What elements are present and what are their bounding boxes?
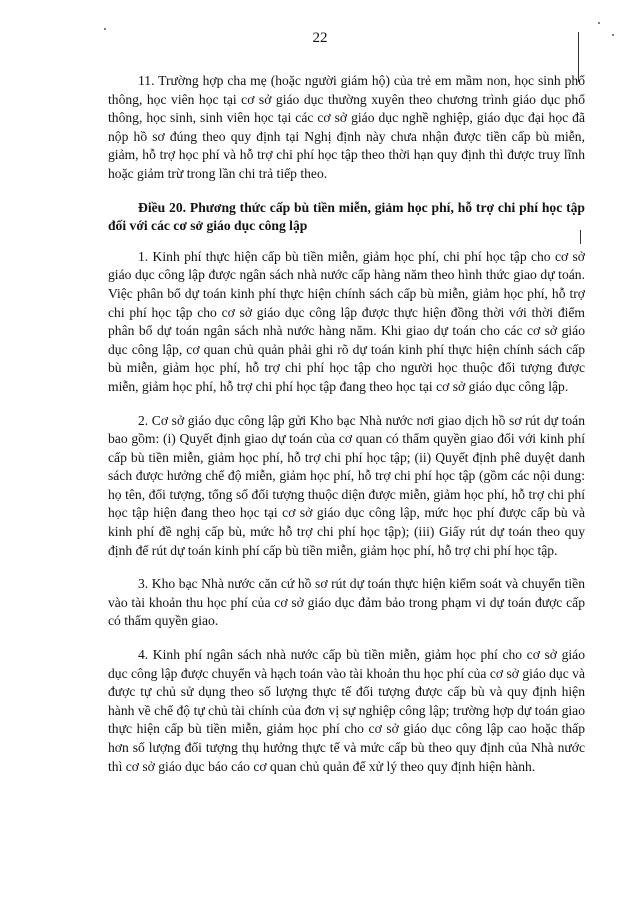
page-number: 22 <box>312 30 328 46</box>
scan-speck <box>598 22 600 24</box>
paragraph-11: 11. Trường hợp cha mẹ (hoặc người giám hộ) của trẻ em mầm non, học sinh phổ thông, học viên học tại cơ sở giáo dục thường xuyên theo chương trình giáo dục phổ thông, học sinh, sinh viên học tại các cơ sở giáo dục nghề nghiệp, giáo dục đại học đã nộp hồ sơ đúng theo quy định tại Nghị định này chưa nhận được tiền cấp bù miễn, giảm, hỗ trợ học phí và hỗ trợ chi phí học tập theo thời hạn quy định thì được truy lĩnh hoặc giảm trừ trong lần chi trả tiếp theo. <box>108 73 585 181</box>
document-body <box>108 72 585 776</box>
article-20-heading: Điều 20. Phương thức cấp bù tiền miễn, giảm học phí, hỗ trợ chi phí học tập đối với các cơ sở giáo dục công lập <box>108 199 585 234</box>
clause-1: 1. Kinh phí thực hiện cấp bù tiền miễn, giảm học phí, chi phí học tập cho cơ sở giáo dục công lập được ngân sách nhà nước cấp hàng năm theo hình thức giao dự toán. Việc phân bổ dự toán kinh phí thực hiện chính sách cấp bù miễn, giảm học phí, hỗ trợ chi phí học tập cho cơ sở giáo dục công lập được thực hiện đồng thời với thời điểm phân bổ dự toán ngân sách nhà nước hàng năm. Khi giao dự toán cho các cơ sở giáo dục công lập, cơ quan chủ quản phải ghi rõ dự toán kinh phí thực hiện chính sách cấp bù miễn, giảm học phí, hỗ trợ chi phí học tập cho người học thuộc đối tượng được miễn, giảm học phí, hỗ trợ chi phí học tập đang theo học tại cơ sở giáo dục công lập. <box>108 248 585 394</box>
scan-speck <box>612 34 614 36</box>
clause-4: 4. Kinh phí ngân sách nhà nước cấp bù tiền miễn, giảm học phí cho cơ sở giáo dục công lập được chuyển và hạch toán vào tài khoản thu học phí của cơ sở giáo dục và được tự chủ sử dụng theo số lượng thực tế đối tượng được cấp bù và quy định hiện hành về chế độ tự chủ tài chính của đơn vị sự nghiệp công lập; trường hợp dự toán giao thực hiện cấp bù tiền miễn, giảm học phí cho cơ sở giáo dục công lập cao hoặc thấp hơn số lượng đối tượng thụ hưởng thực tế và mức cấp bù theo quy định của Nhà nước thì cơ sở giáo dục báo cáo cơ quan chủ quản để xử lý theo quy định hiện hành. <box>108 647 585 774</box>
scan-speck <box>104 28 106 30</box>
clause-3: 3. Kho bạc Nhà nước căn cứ hồ sơ rút dự toán thực hiện kiểm soát và chuyển tiền vào tài khoản thu học phí của cơ sở giáo dục đảm bảo trong phạm vi dự toán được cấp có thẩm quyền giao. <box>108 576 585 629</box>
clause-2: 2. Cơ sở giáo dục công lập gửi Kho bạc Nhà nước nơi giao dịch hồ sơ rút dự toán bao gồm: (i) Quyết định giao dự toán của cơ quan có thẩm quyền giao đối với kinh phí cấp bù tiền miễn, giảm học phí, hỗ trợ chi phí học tập; (ii) Quyết định phê duyệt danh sách được hưởng chế độ miễn, giảm học phí, hỗ trợ chi phí học tập (gồm các nội dung: họ tên, đối tượng, tổng số đối tượng thuộc diện được miễn, giảm học phí, hỗ trợ chi phí học tập hiện đang theo học tại cơ sở giáo dục công lập, mức học phí được cấp bù và kinh phí đề nghị cấp bù, mức hỗ trợ chi phí học tập); (iii) Giấy rút dự toán theo quy định để rút dự toán kinh phí cấp bù tiền miễn, giảm học phí, hỗ trợ chi phí học tập. <box>108 412 585 558</box>
